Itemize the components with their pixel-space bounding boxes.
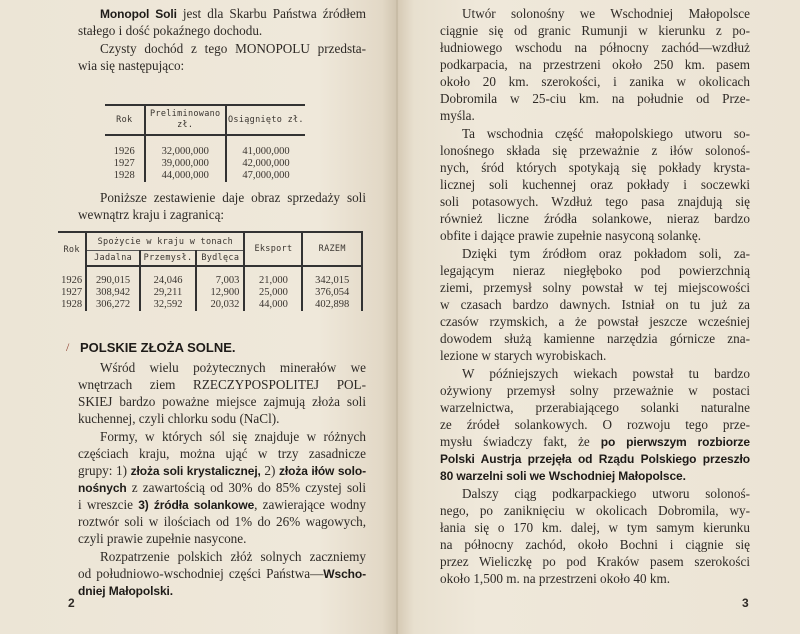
- sales-table: [58, 231, 363, 311]
- value-cell: 29,211: [140, 287, 196, 299]
- text: wnętrzach ziem RZECZYPOSPOLITEJ POL-: [78, 377, 366, 392]
- year-cell: 1927: [61, 287, 83, 298]
- value-cell: 39,000,000: [145, 158, 226, 170]
- text-line: [440, 125, 750, 142]
- value-cell: 25,000: [244, 287, 302, 299]
- text: lonośnego składa się przeważnie z iłów solonoś-: [440, 143, 750, 158]
- text-line: [440, 330, 750, 347]
- paragraph: [440, 365, 750, 484]
- value-cell: 7,003: [196, 266, 244, 287]
- value-cell: 308,942: [86, 287, 140, 299]
- text-line: [78, 496, 366, 513]
- value-cell: 44,000: [244, 299, 302, 311]
- text: podkarpacia, na przestrzeni około 250 km. pasem: [440, 57, 750, 72]
- text-line: [440, 176, 750, 193]
- header-razem: RAZEM: [302, 232, 362, 266]
- text-line: [440, 485, 750, 502]
- text-line: [440, 467, 750, 484]
- left-page: [0, 0, 398, 634]
- text-line: [78, 513, 366, 530]
- text-line: [78, 393, 366, 410]
- text-line: [440, 536, 750, 553]
- text: roztwór soli w ilościach od 1% do 26% wagowych,: [78, 514, 366, 529]
- paragraph: [78, 40, 366, 74]
- text-line: [78, 582, 366, 599]
- income-table: [105, 104, 305, 182]
- paragraph: [78, 359, 366, 427]
- table-row: [105, 135, 305, 158]
- text-line: [78, 530, 366, 547]
- value-cell: 20,032: [196, 299, 244, 311]
- text-line: [440, 56, 750, 73]
- text-line: [440, 382, 750, 399]
- text: Wśród wielu pożytecznych minerałów we: [100, 360, 366, 375]
- text: SKIEJ bardzo poważne miejsce zajmują złoża soli: [78, 394, 366, 409]
- text-line: [440, 433, 750, 450]
- text: Utwór solonośny we Wschodniej Małopolsce: [462, 6, 750, 21]
- value-cell: 32,592: [140, 299, 196, 311]
- text-line: [440, 347, 750, 364]
- value-cell: 12,900: [196, 287, 244, 299]
- bold-text: Wscho-: [323, 567, 366, 581]
- value-cell: 402,898: [302, 299, 362, 311]
- header-jadalna: Jadalna: [86, 251, 140, 267]
- header-przemysl: Przemysł.: [140, 251, 196, 267]
- text-line: [78, 5, 366, 22]
- value-cell: 290,015: [86, 266, 140, 287]
- text: stałego i dość pokaźnego dochodu.: [78, 23, 263, 38]
- text: czasów rzymskich, a że powstał jeszcze wcześniej: [440, 314, 750, 329]
- header-bydleca: Bydlęca: [196, 251, 244, 267]
- value-cell: 21,000: [244, 266, 302, 287]
- text-line: [78, 428, 366, 445]
- value-cell: 41,000,000: [226, 135, 305, 158]
- text-line: [78, 479, 366, 496]
- text: Dobromila w 25-ciu km. na południe od Prze-: [440, 91, 750, 106]
- text-line: [78, 462, 366, 479]
- paragraph: [78, 5, 366, 39]
- text-line: [440, 570, 750, 587]
- text: Formy, w których sól się znajduje w różnych: [100, 429, 366, 444]
- text: około 20 km. szerokości, i zanika w okolicach: [440, 74, 750, 89]
- header-osiagnieto: Osiągnięto zł.: [226, 105, 305, 135]
- bold-text: złoża iłów solo-: [278, 464, 366, 478]
- text: ożywiony przemysł solny przeważnie w postaci: [440, 383, 750, 398]
- text-line: [440, 90, 750, 107]
- text-line: [440, 193, 750, 210]
- text: Czysty dochód z tego MONOPOLU przedsta-: [100, 41, 366, 56]
- paragraph: [440, 125, 750, 244]
- bold-text: nośnych: [78, 481, 127, 495]
- text: legającym nieraz niegłęboko pod powierzchnią: [440, 263, 750, 278]
- text: lezione w starych wyrobiskach.: [440, 348, 607, 363]
- page-number: 2: [68, 596, 75, 610]
- text-line: [78, 22, 366, 39]
- text-line: [440, 313, 750, 330]
- value-cell: 376,054: [302, 287, 362, 299]
- paragraph: [440, 485, 750, 587]
- paragraph: [440, 245, 750, 364]
- text: ze źródeł solankowych. O rozwoju tego prze-: [440, 417, 750, 432]
- value-cell: 342,015: [302, 266, 362, 287]
- text-line: [440, 22, 750, 39]
- text-line: [440, 73, 750, 90]
- text: czyli prawie zupełnie nasycone.: [78, 531, 247, 546]
- text-line: [78, 57, 366, 74]
- text: ciągnie się od granic Rumunji w kierunku z po-: [440, 23, 750, 38]
- year-cell: 1928: [113, 170, 135, 181]
- text: W późniejszych wiekach powstał tu bardzo: [462, 366, 750, 381]
- text-line: [440, 107, 750, 124]
- text: nych, śród których spotykają się pokłady krysta-: [440, 160, 750, 175]
- text-line: [440, 279, 750, 296]
- year-cell: 1926: [61, 274, 83, 286]
- paragraph: [78, 548, 366, 599]
- text: grupy: 1): [78, 463, 131, 478]
- text-line: [78, 376, 366, 393]
- year-cell: 1928: [61, 299, 83, 310]
- text: przez Wieliczkę po pod Kraków pasem szerokości: [440, 554, 750, 569]
- header-rok: Rok: [105, 105, 145, 135]
- text: warzelnictwa, przerabiającego solanki naturalne: [440, 400, 750, 415]
- section-heading: POLSKIE ZŁOŻA SOLNE.: [80, 340, 236, 355]
- text: wewnątrz kraju i zagranicą:: [78, 207, 225, 222]
- paragraph: [78, 428, 366, 547]
- text: Rozpatrzenie polskich złóż solnych zaczniemy: [100, 549, 366, 564]
- text: , zawierające wodny: [254, 497, 366, 512]
- text-line: [78, 410, 366, 427]
- header-rok: Rok: [63, 244, 80, 255]
- text-line: [440, 296, 750, 313]
- text: łudniowego wschodu na północny zachód—wzdłuż: [440, 40, 750, 55]
- text-line: [440, 450, 750, 467]
- text: mysłu świadczy fakt, że: [440, 434, 601, 449]
- text: również liczne źródła solankowe, nieraz bardzo: [440, 211, 750, 226]
- header-spozycie: Spożycie w kraju w tonach: [86, 232, 244, 251]
- value-cell: 306,272: [86, 299, 140, 311]
- text-line: [440, 210, 750, 227]
- text: Ta wschodnia część małopolskiego utworu so-: [462, 126, 750, 141]
- text-line: [78, 359, 366, 376]
- text-line: [440, 416, 750, 433]
- text: ziemi, przemysł solny powstał w tej miejscowości: [440, 280, 750, 295]
- text-line: [440, 519, 750, 536]
- value-cell: 32,000,000: [145, 135, 226, 158]
- text: łania się o 170 km. dalej, w tym samym kierunku: [440, 520, 750, 535]
- text: wia się następująco:: [78, 58, 185, 73]
- text-line: [78, 189, 366, 206]
- text: częściach kraju, można ująć w trzy zasadnicze: [78, 446, 366, 461]
- text: licznej soli kuchennej oraz pokłady i soczewki: [440, 177, 750, 192]
- text-line: [440, 245, 750, 262]
- table-row: [105, 158, 305, 170]
- body-text: [78, 359, 366, 599]
- text: dowodem służą kamienne narzędzia górnicze zna-: [440, 331, 750, 346]
- page-number: 3: [742, 596, 749, 610]
- text-line: [440, 159, 750, 176]
- table-row: [105, 170, 305, 182]
- text-line: [78, 40, 366, 57]
- text-line: [440, 365, 750, 382]
- year-cell: 1927: [113, 158, 135, 169]
- value-cell: 47,000,000: [226, 170, 305, 182]
- bold-text: Monopol Soli: [100, 7, 177, 21]
- paragraph: [440, 5, 750, 124]
- text-line: [78, 548, 366, 565]
- bold-text: dniej Małopolski.: [78, 584, 173, 598]
- text: Dzięki tym źródłom oraz pokładom soli, za-: [462, 246, 750, 261]
- text-line: [440, 502, 750, 519]
- value-cell: 24,046: [140, 266, 196, 287]
- table-row: [58, 287, 362, 299]
- text-line: [440, 399, 750, 416]
- text: Poniższe zestawienie daje obraz sprzedaży soli: [100, 190, 366, 205]
- text-line: [78, 445, 366, 462]
- text: i wreszcie: [78, 497, 139, 512]
- paragraph: [78, 189, 366, 223]
- text: Dalszy ciąg podkarpackiego utworu solonoś-: [462, 486, 750, 501]
- bold-text: 3) źródła solankowe: [138, 498, 255, 512]
- text-line: [440, 227, 750, 244]
- text: jest dla Skarbu Państwa źródłem: [176, 6, 366, 21]
- text-line: [78, 206, 366, 223]
- value-cell: 42,000,000: [226, 158, 305, 170]
- right-page: [398, 0, 800, 634]
- bold-text: złoża soli krystalicznej,: [130, 464, 261, 478]
- text-line: [78, 565, 366, 582]
- value-cell: 44,000,000: [145, 170, 226, 182]
- bold-text: 80 warzelni soli we Wschodniej Małopolsce.: [440, 469, 686, 483]
- text-line: [440, 39, 750, 56]
- table-row: [58, 299, 362, 311]
- year-cell: 1926: [113, 146, 135, 157]
- bold-text: Polski Austrja przejęła od Rządu Polskiego przeszło: [440, 452, 750, 466]
- text: 2): [260, 463, 279, 478]
- text-line: [440, 262, 750, 279]
- body-text: [440, 5, 750, 587]
- text: obfite i dające prawie zupełnie nasyconą solankę.: [440, 228, 702, 243]
- table-row: [58, 266, 362, 287]
- text-line: [440, 5, 750, 22]
- sales-intro-text: [78, 189, 366, 223]
- text: kuchennej, czyli chlorku sodu (NaCl).: [78, 411, 280, 426]
- text: soli potasowych. Wzdłuż tego pasa znajdują się: [440, 194, 750, 209]
- bold-text: po pierwszym rozbiorze: [600, 435, 750, 449]
- text-line: [440, 553, 750, 570]
- text: około 1,500 m. na przestrzeni około 40 km.: [440, 571, 671, 586]
- text: myśla.: [440, 108, 475, 123]
- intro-text: [78, 5, 366, 74]
- text: na północny zachód, około Bochni i ciągnie się: [440, 537, 750, 552]
- text: z zawartością od 30% do 85% czystej soli: [126, 480, 366, 495]
- text: nego, po zaniknięciu w okolicach Dobromila, wy-: [440, 503, 750, 518]
- text: w czasach bardzo dawnych. Istniał on tu już za: [440, 297, 750, 312]
- header-eksport: Eksport: [244, 232, 302, 266]
- text: od południowo-wschodniej części Państwa—: [78, 566, 324, 581]
- text-line: [440, 142, 750, 159]
- header-preliminowano: Preliminowano zł.: [145, 105, 226, 135]
- pencil-mark: /: [66, 340, 70, 354]
